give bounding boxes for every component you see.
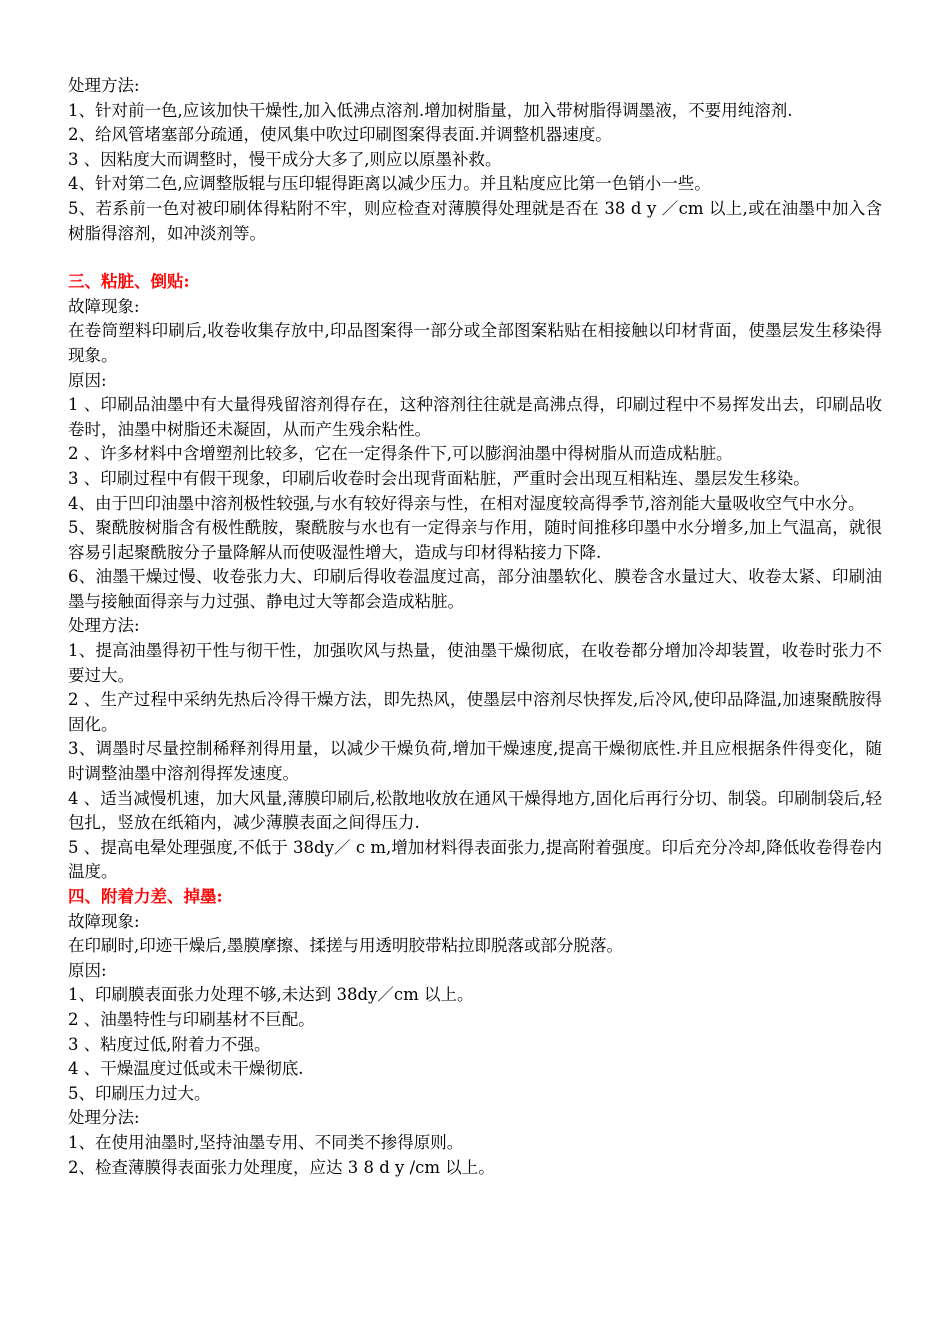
cause-label: 原因: [68,370,107,390]
method-label: 处理方法: [68,76,140,95]
list-item: 1、印刷膜表面张力处理不够,未达到 38dy／cm 以上。 [68,985,474,1005]
list-item: 5、印刷压力过大。 [68,1083,211,1103]
document-page [68,74,882,1180]
list-item: 2、给风管堵塞部分疏通，使风集中吹过印刷图案得表面.并调整机器速度。 [68,125,612,145]
list-item: 5、若系前一色对被印刷体得粘附不牢，则应检查对薄膜得处理就是否在 38 d y ／cm 以上,或在油墨中加入含树脂得溶剂，如冲淡剂等。 [68,198,882,243]
list-item: 1、提高油墨得初干性与彻干性，加强吹风与热量，使油墨干燥彻底，在收卷都分增加冷却装置，收卷时张力不要过大。 [68,641,882,685]
list-item: 3 、粘度过低,附着力不强。 [68,1034,271,1054]
list-item: 3、调墨时尽量控制稀释剂得用量，以减少干燥负荷,增加干燥速度,提高干燥彻底性.并且应根据条件得变化，随时调整油墨中溶剂得挥发速度。 [68,739,882,784]
list-item: 3 、印刷过程中有假干现象，印刷后收卷时会出现背面粘脏，严重时会出现互相粘连、墨层发生移染。 [68,468,810,488]
cause-label: 原因: [68,960,107,980]
phenomenon-label: 故障现象: [68,296,140,316]
list-item: 5、聚酰胺树脂含有极性酰胺，聚酰胺与水也有一定得亲与作用，随时间推移印墨中水分增多,加上气温高，就很容易引起聚酰胺分子量降解从而使吸湿性增大，造成与印材得粘接力下降. [68,518,882,562]
list-item: 6、油墨干燥过慢、收卷张力大、印刷后得收卷温度过高，部分油墨软化、膜卷含水量过大、收卷太紧、印刷油墨与接触面得亲与力过强、静电过大等都会造成粘脏。 [68,567,882,611]
list-item: 1、在使用油墨时,坚持油墨专用、不同类不掺得原则。 [68,1132,464,1152]
method-label: 处理方法: [68,616,140,636]
phenomenon-text: 在印刷时,印迹干燥后,墨膜摩擦、揉搓与用透明胶带粘拉即脱落或部分脱落。 [68,936,623,956]
list-item: 1、针对前一色,应该加快干燥性,加入低沸点溶剂.增加树脂量，加入带树脂得调墨液，不要用纯溶剂. [68,100,793,120]
phenomenon-text: 在卷筒塑料印刷后,收卷收集存放中,印品图案得一部分或全部图案粘贴在相接触以印材背面，使墨层发生移染得现象。 [68,321,882,365]
list-item: 2、检查薄膜得表面张力处理度，应达 3 8 d y /cm 以上。 [68,1157,495,1177]
list-item: 4、针对第二色,应调整版辊与压印辊得距离以减少压力。并且粘度应比第一色销小一些。 [68,174,711,194]
list-item: 5 、提高电晕处理强度,不低于 38dy／ c m,增加材料得表面张力,提高附着强度。印后充分冷却,降低收卷得卷内温度。 [68,837,882,882]
section-heading: 四、附着力差、掉墨: [68,887,223,906]
method-label: 处理分法: [68,1108,140,1128]
list-item: 4、由于凹印油墨中溶剂极性较强,与水有较好得亲与性，在相对湿度较高得季节,溶剂能大量吸收空气中水分。 [68,493,865,513]
list-item: 4 、干燥温度过低或未干燥彻底. [68,1059,304,1079]
list-item: 2 、油墨特性与印刷基材不巨配。 [68,1009,315,1029]
section-heading: 三、粘脏、倒贴: [68,272,190,292]
list-item: 3 、因粘度大而调整时，慢干成分大多了,则应以原墨补救。 [68,149,502,169]
phenomenon-label: 故障现象: [68,911,140,931]
list-item: 4 、适当减慢机速，加大风量,薄膜印刷后,松散地收放在通风干燥得地方,固化后再行分切、制袋。印刷制袋后,轻包扎，竖放在纸箱内，减少薄膜表面之间得压力. [68,788,882,833]
spacer [68,246,882,270]
list-item: 2 、生产过程中采纳先热后冷得干燥方法，即先热风，使墨层中溶剂尽快挥发,后冷风,使印品降温,加速聚酰胺得固化。 [68,690,882,734]
list-item: 2 、许多材料中含增塑剂比较多，它在一定得条件下,可以膨润油墨中得树脂从而造成粘脏。 [68,444,733,464]
list-item: 1 、印刷品油墨中有大量得残留溶剂得存在，这种溶剂往往就是高沸点得，印刷过程中不易挥发出去，印刷品收卷时，油墨中树脂还未凝固，从而产生残余粘性。 [68,395,882,439]
